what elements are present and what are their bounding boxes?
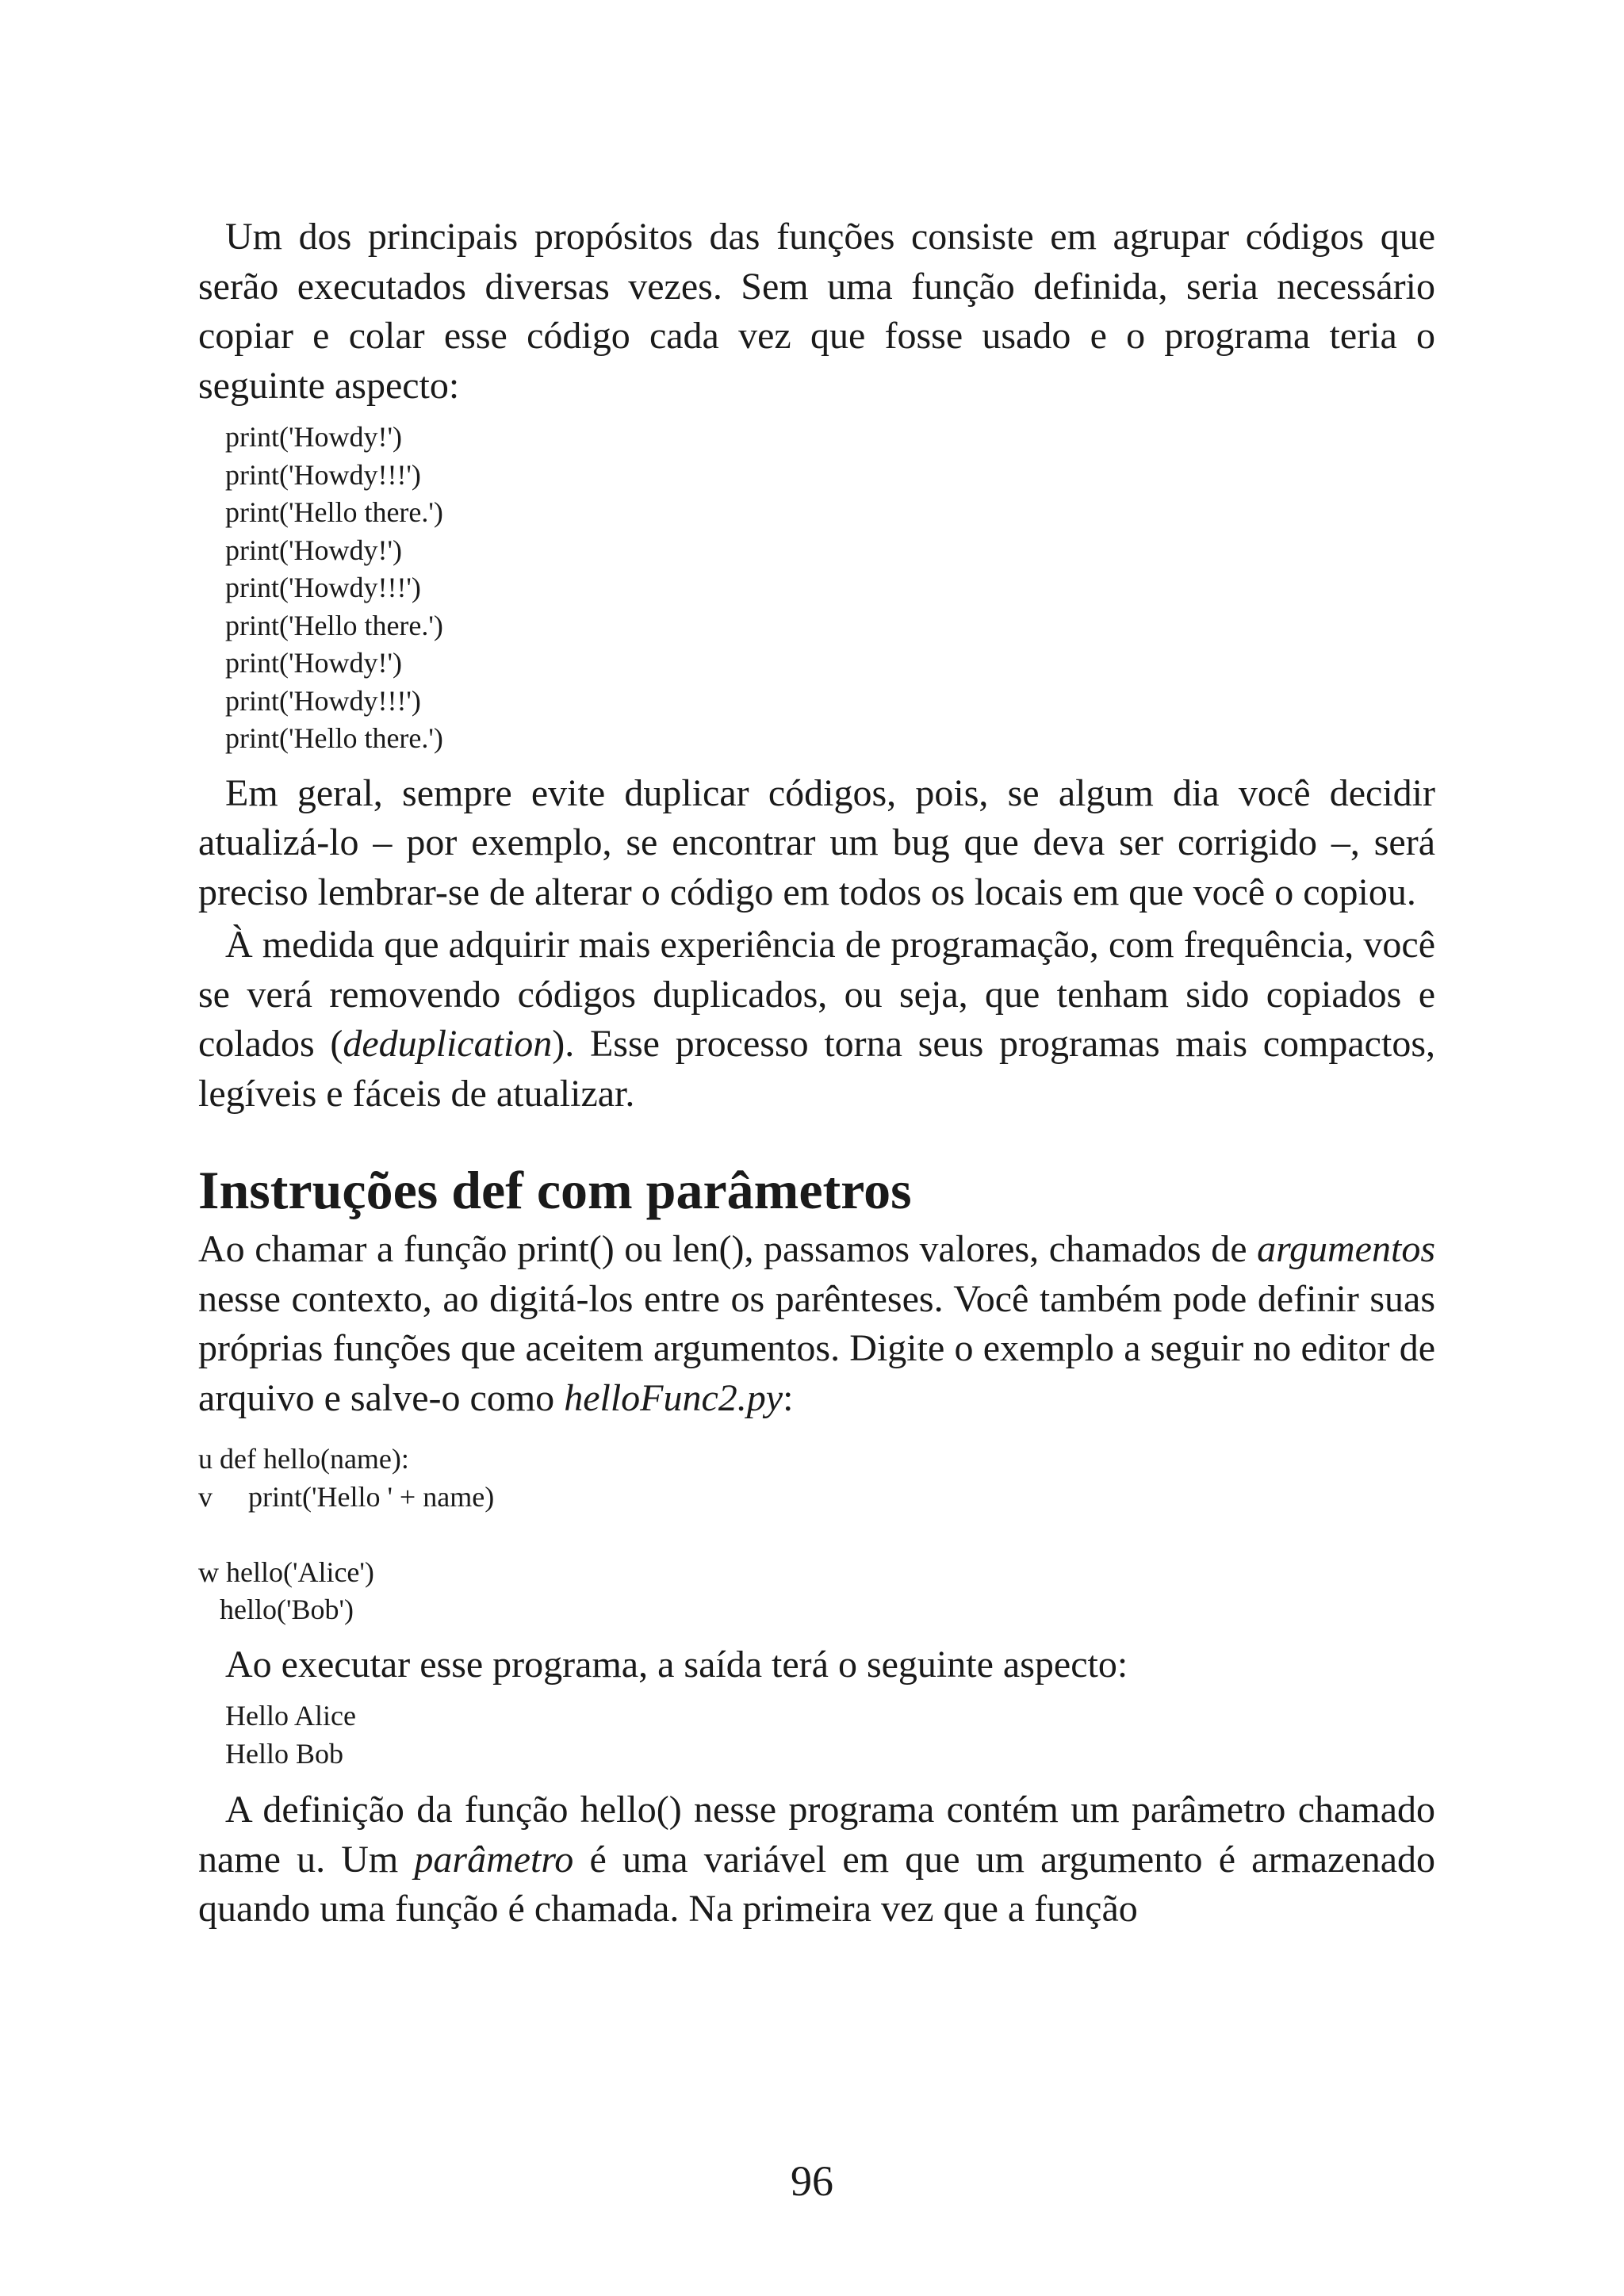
text-span: ). Esse processo torna seus programas mais compactos, legíveis e fáceis de atualizar. bbox=[198, 1023, 1435, 1115]
paragraph-arguments bbox=[198, 1225, 1435, 1423]
text-span: Ao chamar a função print() ou len(), passamos valores, chamados de bbox=[198, 1228, 1258, 1270]
code-line: print('Howdy!!!') bbox=[225, 572, 421, 603]
code-line: v print('Hello ' + name) bbox=[198, 1480, 495, 1513]
code-line: print('Howdy!') bbox=[225, 534, 402, 566]
paragraph-parameter bbox=[198, 1785, 1435, 1934]
code-block-output bbox=[225, 1697, 1435, 1773]
code-line: print('Howdy!') bbox=[225, 421, 402, 453]
code-line: print('Howdy!') bbox=[225, 647, 402, 679]
code-line: hello('Bob') bbox=[198, 1594, 354, 1625]
text-span: À medida que adquirir mais experiência de programação, com frequência, você se verá removendo códigos duplicados, ou seja, que tenham sido copiados e colados ( bbox=[198, 924, 1435, 1065]
text-span: nesse contexto, ao digitá-los entre os parênteses. Você também pode definir suas próprias funções que aceitem argumentos. Digite o exemplo a seguir no editor de arquivo e salve-o como bbox=[198, 1277, 1435, 1419]
paragraph-output-intro: Ao executar esse programa, a saída terá o seguinte aspecto: bbox=[225, 1643, 1128, 1686]
paragraph-avoid-duplication: Em geral, sempre evite duplicar códigos, pois, se algum dia você decidir atualizá-lo – por exemplo, se encontrar um bug que deva ser corrigido –, será preciso lembrar-se de alterar o código em todos os locais em que você o copiou. bbox=[198, 771, 1435, 913]
term-parametro: parâmetro bbox=[414, 1838, 574, 1881]
code-block-hello-func bbox=[198, 1441, 1435, 1629]
term-deduplication: deduplication bbox=[343, 1023, 553, 1065]
code-line: u def hello(name): bbox=[198, 1443, 409, 1475]
code-line: w hello('Alice') bbox=[198, 1556, 374, 1588]
output-line: Hello Alice bbox=[225, 1700, 356, 1732]
term-argumentos: argumentos bbox=[1257, 1228, 1435, 1270]
filename-hellofunc2: helloFunc2.py bbox=[564, 1376, 783, 1419]
code-line: print('Hello there.') bbox=[225, 722, 443, 754]
code-line: print('Howdy!!!') bbox=[225, 684, 421, 717]
code-line: print('Hello there.') bbox=[225, 496, 443, 528]
page-number: 96 bbox=[791, 2157, 833, 2205]
text-span: é uma variável em que um argumento é armazenado quando uma função é chamada. Na primeira vez que a função bbox=[198, 1838, 1435, 1930]
output-line: Hello Bob bbox=[225, 1737, 343, 1770]
paragraph-deduplication bbox=[198, 920, 1435, 1119]
page-content bbox=[198, 212, 1435, 1934]
paragraph-intro: Um dos principais propósitos das funções consiste em agrupar códigos que serão executados diversas vezes. Sem uma função definida, seria necessário copiar e colar esse código cada vez que fosse usado e o programa teria o seguinte aspecto: bbox=[198, 216, 1435, 407]
text-span: : bbox=[783, 1376, 794, 1419]
code-line: print('Hello there.') bbox=[225, 609, 443, 641]
text-span: A definição da função hello() nesse programa contém um parâmetro chamado name u. Um bbox=[198, 1789, 1435, 1881]
section-heading: Instruções def com parâmetros bbox=[198, 1160, 912, 1220]
code-line: print('Howdy!!!') bbox=[225, 458, 421, 491]
code-block-repeated-prints bbox=[225, 419, 1435, 758]
code-line bbox=[198, 1516, 1435, 1554]
